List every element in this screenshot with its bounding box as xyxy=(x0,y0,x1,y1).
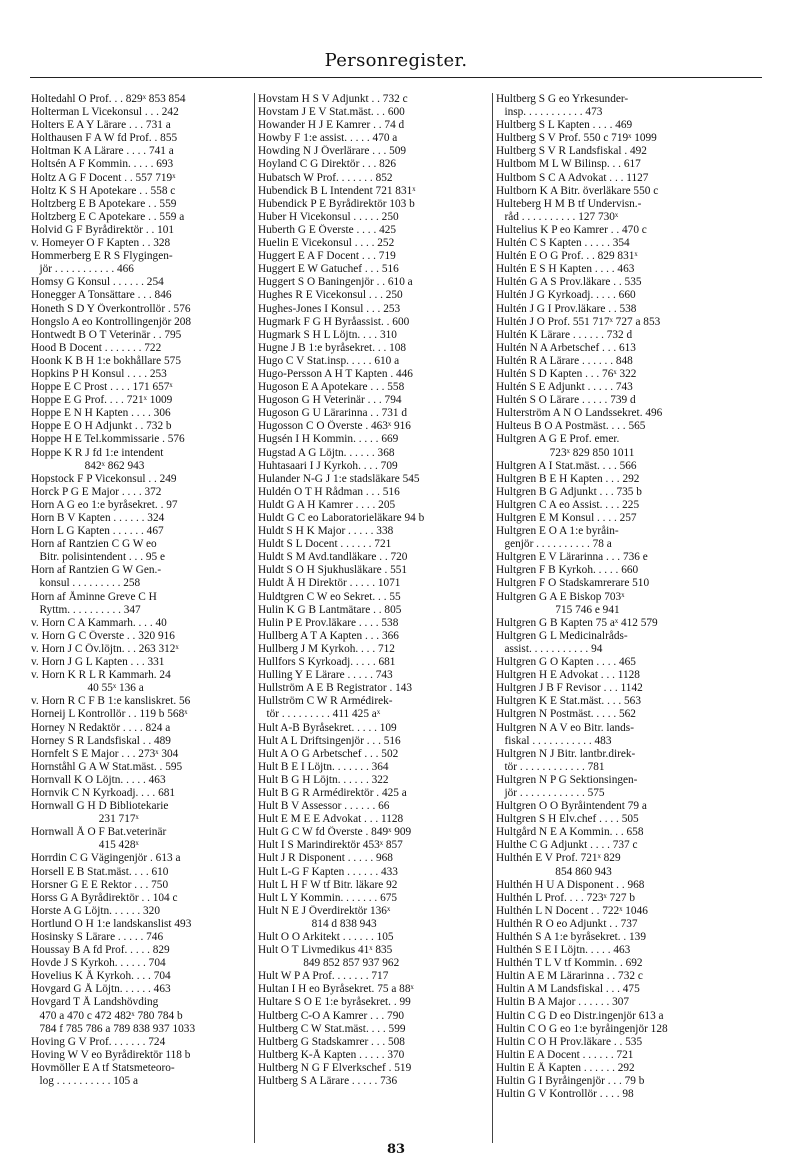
register-entry: Horck P G E Major . . . . 372 xyxy=(31,485,162,498)
register-entry: Hullström C W R Armédirek- xyxy=(258,695,393,708)
register-column-1 xyxy=(31,93,271,1088)
register-entry: Hugoson G U Lärarinna . . 731 d xyxy=(258,407,408,420)
register-entry: v. Horn R C F B 1:e kansliskret. 56 xyxy=(31,695,191,708)
register-entry: Huldt S O H Sjukhusläkare . 551 xyxy=(258,564,408,577)
register-entry: Hultgren A G E Prof. emer. xyxy=(496,433,620,446)
register-entry: Horn af Rantzien C G W eo xyxy=(31,538,157,551)
register-entry: Holtz A G F Docent . . 557 719ˣ xyxy=(31,171,176,184)
register-entry: genjör . . . . . . . . . . 78 a xyxy=(496,538,612,551)
register-entry: Huldén O T H Rådman . . . 516 xyxy=(258,485,400,498)
register-entry: Holtman K A Lärare . . . . 741 a xyxy=(31,145,174,158)
register-entry: Huldt S L Docent . . . . . . 721 xyxy=(258,538,392,551)
register-entry: Hult I S Marindirektör 453ˣ 857 xyxy=(258,839,403,852)
register-entry: Hultgren N A V eo Bitr. lands- xyxy=(496,721,634,734)
register-entry: Hulthén S A 1:e byråsekret. . 139 xyxy=(496,931,646,943)
register-entry: Hultén G A S Prov.läkare . . 535 xyxy=(496,276,642,289)
register-entry: Hugo C V Stat.insp. . . . . 610 a xyxy=(258,354,400,367)
register-entry: Hornwall Å O F Bat.veterinär xyxy=(31,826,167,839)
register-entry: Hultberg K-Å Kapten . . . . . 370 xyxy=(258,1048,405,1061)
register-entry: Hultgren B E H Kapten . . . 292 xyxy=(496,472,640,485)
register-entry: Hornståhl G A W Stat.mäst. . 595 xyxy=(31,760,183,773)
register-entry: Hoving W V eo Byrådirektör 118 b xyxy=(31,1048,191,1061)
register-entry: Hornvall K O Löjtn. . . . . 463 xyxy=(31,773,166,786)
register-entry: Hultin A E M Lärarinna . . 732 c xyxy=(496,970,643,983)
register-entry: Hultin C O G eo 1:e byråingenjör 128 xyxy=(496,1022,668,1035)
register-entry: Hultén J G I Prov.läkare . . 538 xyxy=(496,302,637,315)
register-entry: råd . . . . . . . . . . 127 730ˣ xyxy=(496,210,619,223)
register-entry: Hontwedt B O T Veterinär . . 795 xyxy=(31,328,182,341)
register-entry: 842ˣ 862 943 xyxy=(31,459,145,472)
register-entry: Hult B E I Löjtn. . . . . . . 364 xyxy=(258,760,389,773)
register-entry: Hultborn K A Bitr. överläkare 550 c xyxy=(496,184,659,197)
register-entry: Hultgren G A E Biskop 703ˣ xyxy=(496,590,625,603)
register-entry: Hultén J G Kyrkoadj. . . . . 660 xyxy=(496,289,636,302)
register-entry: Homsy G Konsul . . . . . . 254 xyxy=(31,276,164,289)
register-entry: Hultgren G L Medicinalråds- xyxy=(496,629,628,642)
register-entry: Huber H Vicekonsul . . . . . 250 xyxy=(258,210,399,223)
register-entry: Hoonk K B H 1:e bokhållare 575 xyxy=(31,354,181,367)
register-entry: tör . . . . . . . . . 411 425 aˣ xyxy=(258,708,381,721)
register-entry: Hult L Y Kommin. . . . . . . 675 xyxy=(258,891,398,904)
register-entry: insp. . . . . . . . . . . 473 xyxy=(496,106,603,119)
register-entry: Hulthén L Prof. . . . 723ˣ 727 b xyxy=(496,891,636,904)
register-entry: Hornvik C N Kyrkoadj. . . . 681 xyxy=(31,786,176,799)
register-entry: Hult L-G F Kapten . . . . . . 433 xyxy=(258,865,398,878)
register-entry: Honeth S D Y Överkontrollör . 576 xyxy=(31,302,191,315)
register-entry: Huggert E A F Docent . . . 719 xyxy=(258,250,396,263)
register-entry: Huelin E Vicekonsul . . . . 252 xyxy=(258,237,395,250)
register-entry: Hultén N A Arbetschef . . . 613 xyxy=(496,341,636,354)
register-entry: Hultberg N G F Elverkschef . 519 xyxy=(258,1061,412,1074)
register-entry: Hultén S D Kapten . . . 76ˣ 322 xyxy=(496,367,637,380)
register-entry: jör . . . . . . . . . . . . 575 xyxy=(496,786,605,799)
register-entry: Hult B G H Löjtn. . . . . . 322 xyxy=(258,773,389,786)
register-entry: Hultberg S A Lärare . . . . . 736 xyxy=(258,1075,398,1088)
register-entry: Hultin G I Byråingenjör . . . 79 b xyxy=(496,1075,645,1088)
register-entry: Hortlund O H 1:e landskanslist 493 xyxy=(31,917,192,930)
register-entry: Hugoson G H Veterinär . . . 794 xyxy=(258,394,402,407)
register-entry: Hultberg S G eo Yrkesunder- xyxy=(496,93,629,105)
register-entry: Hult J R Disponent . . . . . 968 xyxy=(258,852,393,865)
register-entry: Howby F 1:e assist. . . . . 470 a xyxy=(258,132,398,145)
register-entry: Hultgren E O A 1:e byråin- xyxy=(496,525,619,538)
register-entry: Hultin G V Kontrollör . . . . 98 xyxy=(496,1088,634,1101)
register-entry: Hoyland C G Direktör . . . 826 xyxy=(258,158,397,171)
register-entry: Hood B Docent . . . . . . . 722 xyxy=(31,341,162,354)
register-entry: Hultberg C W Stat.mäst. . . . 599 xyxy=(258,1022,406,1035)
register-entry: Hulteus B O A Postmäst. . . . 565 xyxy=(496,420,646,433)
register-entry: Hulthe C G Adjunkt . . . . 737 c xyxy=(496,839,638,852)
register-entry: Hovgard T Å Landshövding xyxy=(31,996,159,1009)
register-entry: Holthausen F A W fd Prof. . 855 xyxy=(31,132,178,145)
register-entry: Hult L H F W tf Bitr. läkare 92 xyxy=(258,878,398,891)
register-entry: Hult B G R Armédirektör . 425 a xyxy=(258,786,407,799)
register-entry: Hultén S O Lärare . . . . . 739 d xyxy=(496,394,636,407)
register-entry: Hultgren G O Kapten . . . . 465 xyxy=(496,656,636,669)
register-entry: Hulthén L N Docent . . 722ˣ 1046 xyxy=(496,904,648,917)
register-entry: Hugosson C O Överste . 463ˣ 916 xyxy=(258,420,411,433)
register-entry: Hultgren K E Stat.mäst. . . . 563 xyxy=(496,695,641,708)
register-entry: Holtzberg E C Apotekare . . 559 a xyxy=(31,210,185,223)
register-entry: Hulthén S E I Löjtn. . . . . 463 xyxy=(496,944,631,957)
register-entry: Horn A G eo 1:e byråsekret. . 97 xyxy=(31,498,178,511)
register-entry: Hultgren J B F Revisor . . . 1142 xyxy=(496,682,643,695)
register-entry: Huldt Å H Direktör . . . . . 1071 xyxy=(258,577,401,590)
register-entry: Hultberg S V R Landsfiskal . 492 xyxy=(496,145,647,158)
register-entry: Hulteberg H M B tf Undervisn.- xyxy=(496,197,642,210)
register-entry: 415 428ˣ xyxy=(31,839,139,852)
register-entry: 470 a 470 c 472 482ˣ 780 784 b xyxy=(31,1009,183,1022)
register-entry: Horn af Rantzien G W Gen.- xyxy=(31,564,162,577)
register-entry: Hultén J O Prof. 551 717ˣ 727 a 853 xyxy=(496,315,661,328)
register-entry: Hult A L Driftsingenjör . . . 516 xyxy=(258,734,401,747)
register-entry: Hovelius K Å Kyrkoh. . . . 704 xyxy=(31,970,171,983)
register-entry: Hulterström A N O Landssekret. 496 xyxy=(496,407,663,420)
register-entry: Huldt S H K Major . . . . . 338 xyxy=(258,525,394,538)
register-entry: Hultin E A Docent . . . . . . 721 xyxy=(496,1048,634,1061)
register-entry: Hubendick P E Byrådirektör 103 b xyxy=(258,197,415,210)
register-entry: Hultgren G B Kapten 75 aˣ 412 579 xyxy=(496,616,658,629)
register-entry: Hultan I H eo Byråsekret. 75 a 88ˣ xyxy=(258,983,414,996)
register-entry: Hongslo A eo Kontrollingenjör 208 xyxy=(31,315,192,328)
register-entry: Hultgren B G Adjunkt . . . 735 b xyxy=(496,485,642,498)
register-entry: Hultberg S L Kapten . . . . 469 xyxy=(496,119,633,132)
register-entry: Huggert S O Baningenjör . . 610 a xyxy=(258,276,413,289)
register-entry: Bitr. polisintendent . . . 95 e xyxy=(31,551,165,564)
register-entry: Hulander N-G J 1:e stadsläkare 545 xyxy=(258,472,420,485)
register-entry: Hult N E J Överdirektör 136ˣ xyxy=(258,904,391,917)
register-entry: v. Horn G C Överste . . 320 916 xyxy=(31,629,175,642)
register-entry: v. Horn K R L R Kammarh. 24 xyxy=(31,669,171,682)
register-entry: Huldt G C eo Laboratorieläkare 94 b xyxy=(258,512,425,524)
register-entry: Hoppe E C Prost . . . . 171 657ˣ xyxy=(31,381,173,394)
register-entry: Holtedahl O Prof. . . 829ˣ 853 854 xyxy=(31,93,186,105)
register-entry: Hornwall G H D Bibliotekarie xyxy=(31,800,169,813)
register-entry: Hughes-Jones I Konsul . . . 253 xyxy=(258,302,401,315)
register-entry: Hultgren E M Konsul . . . . 257 xyxy=(496,512,637,524)
register-entry: Hultén E O G Prof. . . 829 831ˣ xyxy=(496,250,638,263)
register-entry: 715 746 e 941 xyxy=(496,603,620,616)
register-entry: Hugne J B 1:e byråsekret. . . 108 xyxy=(258,341,407,354)
register-entry: Hulthén E V Prof. 721ˣ 829 xyxy=(496,852,621,865)
register-entry: v. Horn J G L Kapten . . . 331 xyxy=(31,656,165,669)
register-entry: Hovmöller E A tf Statsmeteoro- xyxy=(31,1061,175,1074)
register-entry: Horn L G Kapten . . . . . . 467 xyxy=(31,525,164,538)
register-entry: Hult A-B Byråsekret. . . . . 109 xyxy=(258,721,397,734)
register-entry: konsul . . . . . . . . . 258 xyxy=(31,577,141,590)
register-entry: Horrdin C G Vägingenjör . 613 a xyxy=(31,852,181,865)
register-entry: Hoppe H E Tel.kommissarie . 576 xyxy=(31,433,185,446)
register-entry: Huldt G A H Kamrer . . . . 205 xyxy=(258,498,396,511)
register-entry: Holvid G F Byrådirektör . . 101 xyxy=(31,223,175,236)
register-entry: Hultare S O E 1:e byråsekret. . 99 xyxy=(258,996,411,1009)
register-entry: 849 852 857 937 962 xyxy=(258,957,400,970)
register-entry: v. Horn C A Kammarh. . . . 40 xyxy=(31,616,167,629)
register-entry: Horn B V Kapten . . . . . . 324 xyxy=(31,512,165,524)
register-column-3 xyxy=(496,93,736,1101)
register-entry: 723ˣ 829 850 1011 xyxy=(496,446,635,459)
register-entry: tör . . . . . . . . . . . . 781 xyxy=(496,760,605,773)
register-entry: Hultgren N Postmäst. . . . . 562 xyxy=(496,708,636,721)
register-entry: Hultelius K P eo Kamrer . . 470 c xyxy=(496,223,647,236)
register-entry: Hulling Y E Lärare . . . . . 743 xyxy=(258,669,393,682)
register-entry: Hullberg A T A Kapten . . . 366 xyxy=(258,629,399,642)
register-entry: Honegger A Tonsättare . . . 846 xyxy=(31,289,172,302)
register-entry: Hultbom M L W Bilinsp. . . 617 xyxy=(496,158,641,171)
register-entry: Hovstam J E V Stat.mäst. . . 600 xyxy=(258,106,405,119)
register-entry: Hoving G V Prof. . . . . . . 724 xyxy=(31,1035,166,1048)
register-entry: Hult W P A Prof. . . . . . . 717 xyxy=(258,970,389,983)
register-entry: Hoppe K R J fd 1:e intendent xyxy=(31,446,164,459)
register-entry: 231 717ˣ xyxy=(31,813,139,826)
register-entry: Hultberg S V Prof. 550 c 719ˣ 1099 xyxy=(496,132,657,145)
register-entry: Hultgård N E A Kommin. . . 658 xyxy=(496,826,644,839)
register-entry: log . . . . . . . . . . 105 a xyxy=(31,1075,139,1088)
register-entry: assist. . . . . . . . . . . 94 xyxy=(496,642,603,655)
register-entry: Hult G C W fd Överste . 849ˣ 909 xyxy=(258,826,412,839)
register-entry: Hugoson E A Apotekare . . . 558 xyxy=(258,381,405,394)
register-entry: Horn af Åminne Greve C H xyxy=(31,590,157,603)
register-entry: Hultgren N J Bitr. lantbr.direk- xyxy=(496,747,636,760)
register-entry: Ryttm. . . . . . . . . . 347 xyxy=(31,603,141,616)
register-entry: Hullström A E B Registrator . 143 xyxy=(258,682,413,695)
register-entry: Hulthén R O eo Adjunkt . . 737 xyxy=(496,917,638,930)
register-entry: Hult E M E E Advokat . . . 1128 xyxy=(258,813,404,826)
register-entry: Hopkins P H Konsul . . . . 253 xyxy=(31,367,167,380)
register-entry: Hubatsch W Prof. . . . . . . 852 xyxy=(258,171,393,184)
register-entry: Hovgard G Å Löjtn. . . . . . 463 xyxy=(31,983,171,996)
register-entry: Hultberg C-O A Kamrer . . . 790 xyxy=(258,1009,405,1022)
register-entry: Hultgren F B Kyrkoh. . . . . 660 xyxy=(496,564,639,577)
register-entry: Hultén R A Lärare . . . . . . 848 xyxy=(496,354,633,367)
register-entry: Hughes R E Vicekonsul . . . 250 xyxy=(258,289,403,302)
register-entry: Hultberg G Stadskamrer . . . 508 xyxy=(258,1035,405,1048)
register-entry: Hugsén I H Kommin. . . . . 669 xyxy=(258,433,399,446)
register-entry: Hoppe E G Prof. . . . 721ˣ 1009 xyxy=(31,394,173,407)
register-entry: Hugo-Persson A H T Kapten . 446 xyxy=(258,367,413,380)
register-entry: fiskal . . . . . . . . . . . 483 xyxy=(496,734,612,747)
register-entry: Horney N Redaktör . . . . 824 a xyxy=(31,721,171,734)
register-entry: v. Horn J C Öv.löjtn. . . 263 312ˣ xyxy=(31,642,179,655)
register-entry: Hultén K Lärare . . . . . . 732 d xyxy=(496,328,633,341)
register-entry: Hultgren N P G Sektionsingen- xyxy=(496,773,638,786)
register-entry: Hult A O G Arbetschef . . . 502 xyxy=(258,747,399,760)
register-entry: Houssay B A fd Prof. . . . . 829 xyxy=(31,944,170,957)
register-entry: Hultgren F O Stadskamrerare 510 xyxy=(496,577,650,590)
register-entry: Hultén C S Kapten . . . . . 354 xyxy=(496,237,630,250)
register-column-2 xyxy=(258,93,498,1088)
register-entry: Horsner G E E Rektor . . . 750 xyxy=(31,878,169,891)
register-entry: Hulin P E Prov.läkare . . . . 538 xyxy=(258,616,399,629)
register-entry: 784 f 785 786 a 789 838 937 1033 xyxy=(31,1022,196,1035)
register-entry: Hult O T Livmedikus 41ˣ 835 xyxy=(258,944,393,957)
page-number: 83 xyxy=(386,1142,406,1157)
header-rule xyxy=(30,77,762,78)
register-entry: Hommerberg E R S Flygingen- xyxy=(31,250,173,263)
register-entry: Hovde J S Kyrkoh. . . . . . 704 xyxy=(31,957,166,970)
register-entry: Hugmark S H L Löjtn. . . . 310 xyxy=(258,328,397,341)
register-entry: Holtzberg E B Apotekare . . 559 xyxy=(31,197,177,210)
register-entry: Hultgren A I Stat.mäst. . . . 566 xyxy=(496,459,637,472)
register-entry: Hultin B A Major . . . . . . 307 xyxy=(496,996,630,1009)
register-entry: Hopstock F P Vicekonsul . . 249 xyxy=(31,472,177,485)
register-entry: Hosinsky S Lärare . . . . . 746 xyxy=(31,931,164,943)
register-entry: Hoppe E N H Kapten . . . . 306 xyxy=(31,407,171,420)
register-entry: Hultén E S H Kapten . . . . 463 xyxy=(496,263,635,276)
register-entry: Hulthén T L V tf Kommin. . 692 xyxy=(496,957,643,970)
register-entry: Hovstam H S V Adjunkt . . 732 c xyxy=(258,93,408,105)
register-entry: Howding N J Överlärare . . . 509 xyxy=(258,145,407,158)
register-entry: Hornfelt S E Major . . . 273ˣ 304 xyxy=(31,747,179,760)
register-entry: Hultgren E V Lärarinna . . . 736 e xyxy=(496,551,648,564)
register-entry: Hultgren O O Byråintendent 79 a xyxy=(496,800,647,813)
page-title: Personregister. xyxy=(324,50,468,71)
register-entry: Hultin A M Landsfiskal . . . 475 xyxy=(496,983,640,996)
register-entry: Hulin K G B Lantmätare . . 805 xyxy=(258,603,402,616)
register-entry: 40 55ˣ 136 a xyxy=(31,682,144,695)
register-entry: v. Homeyer O F Kapten . . 328 xyxy=(31,237,171,250)
register-entry: Hubendick B L Intendent 721 831ˣ xyxy=(258,184,416,197)
register-entry: Huberth G E Överste . . . . 425 xyxy=(258,223,397,236)
register-entry: Hult O O Arkitekt . . . . . . 105 xyxy=(258,931,394,943)
register-entry: 854 860 943 xyxy=(496,865,612,878)
register-entry: Huldt S M Avd.tandläkare . . 720 xyxy=(258,551,408,564)
register-entry: Hultin C G D eo Distr.ingenjör 613 a xyxy=(496,1009,664,1022)
register-entry: Holtz K S H Apotekare . . 558 c xyxy=(31,184,176,197)
register-entry: Horste A G Löjtn. . . . . . 320 xyxy=(31,904,160,917)
register-entry: Holters E A Y Lärare . . . 731 a xyxy=(31,119,171,132)
register-entry: Horneij L Kontrollör . . 119 b 568ˣ xyxy=(31,708,188,721)
register-entry: Hultbom S C A Advokat . . . 1127 xyxy=(496,171,649,184)
register-entry: Hoppe E O H Adjunkt . . 732 b xyxy=(31,420,172,433)
register-entry: Hultin E Å Kapten . . . . . . 292 xyxy=(496,1061,635,1074)
register-entry: Huggert E W Gatuchef . . . 516 xyxy=(258,263,399,276)
register-entry: Hultén S E Adjunkt . . . . . 743 xyxy=(496,381,633,394)
register-entry: Hult B V Assessor . . . . . . 66 xyxy=(258,800,390,813)
register-entry: Hullberg J M Kyrkoh. . . . 712 xyxy=(258,642,395,655)
register-entry: Howander H J E Kamrer . . 74 d xyxy=(258,119,405,132)
register-entry: Hultgren C A eo Assist. . . . 225 xyxy=(496,498,640,511)
register-entry: Huhtasaari I J Kyrkoh. . . . 709 xyxy=(258,459,398,472)
register-entry: Holterman L Vicekonsul . . . 242 xyxy=(31,106,179,119)
register-entry: Hultin C O H Prov.läkare . . 535 xyxy=(496,1035,643,1048)
register-entry: Hultgren H E Advokat . . . 1128 xyxy=(496,669,640,682)
register-entry: Hullfors S Kyrkoadj. . . . . 681 xyxy=(258,656,396,669)
register-entry: Hultgren S H Elv.chef . . . . 505 xyxy=(496,813,639,826)
register-entry: Horsell E B Stat.mäst. . . . 610 xyxy=(31,865,169,878)
register-entry: Hugmark F G H Byråassist. . 600 xyxy=(258,315,410,328)
register-entry: Hugstad A G Löjtn. . . . . . 368 xyxy=(258,446,395,459)
register-entry: Hulthén H U A Disponent . . 968 xyxy=(496,878,645,891)
register-entry: Horney S R Landsfiskal . . 489 xyxy=(31,734,171,747)
register-entry: Holtsén A F Kommin. . . . . 693 xyxy=(31,158,174,171)
register-entry: Huldtgren C W eo Sekret. . . 55 xyxy=(258,590,401,603)
register-entry: Horss G A Byrådirektör . . 104 c xyxy=(31,891,178,904)
register-entry: 814 d 838 943 xyxy=(258,917,377,930)
register-entry: jör . . . . . . . . . . . 466 xyxy=(31,263,134,276)
